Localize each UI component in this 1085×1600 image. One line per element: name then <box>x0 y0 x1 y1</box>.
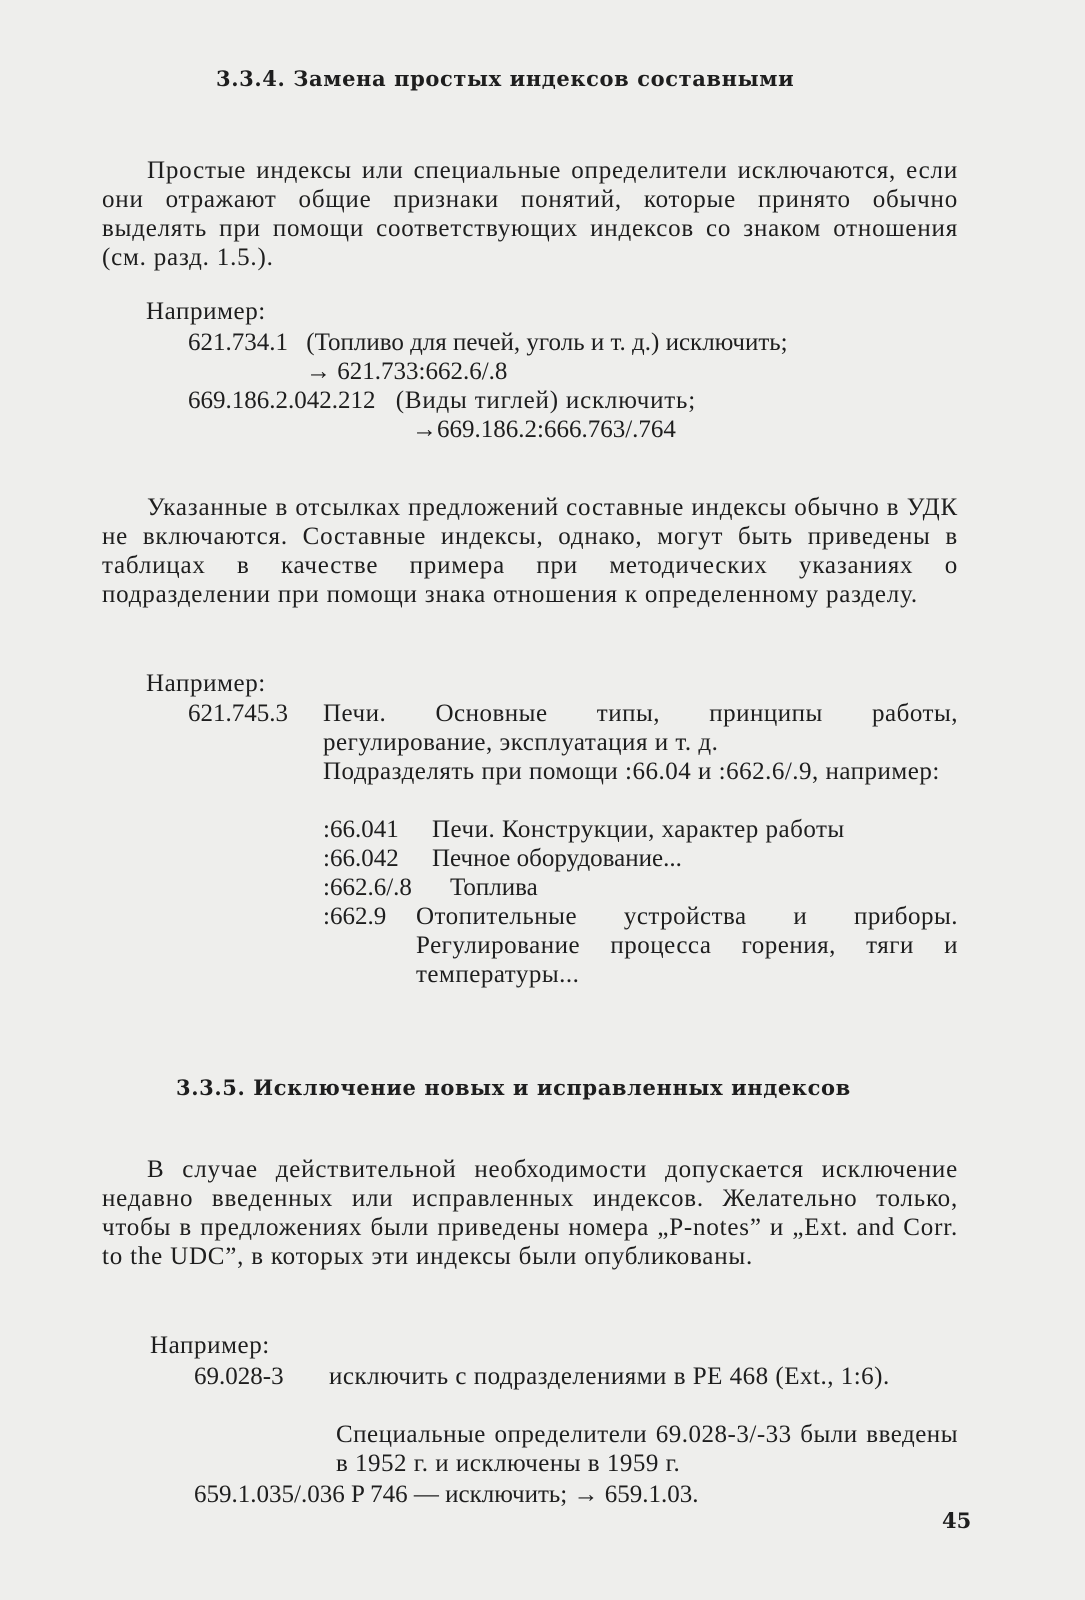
sub-text: Печное оборудование... <box>432 845 682 872</box>
example-text: Печи. Основные типы, принципы работы, регулирование, эксплуатация и т. д. <box>323 700 958 756</box>
page-number: 45 <box>942 1508 972 1533</box>
sub-text: Печи. Конструкции, характер работы <box>432 816 845 843</box>
example-row <box>188 328 788 357</box>
example-label: Например: <box>146 670 266 697</box>
sub-code: :662.9 <box>323 903 387 930</box>
example-instruction: Подразделять при помощи :66.04 и :662.6/.9, например: <box>323 758 940 785</box>
paragraph-new-indexes: В случае действительной необходимости допускается исключение недавно введенных или исправленных индексов. Желательно только, чтобы в предложениях были приведены номера „P-notes” и „Ext. and Corr. to the UDC”, в которых эти индексы были опубликованы. <box>102 1156 958 1270</box>
section-heading-334: 3.3.4. Замена простых индексов составными <box>216 66 795 91</box>
example-text: (Виды тиглей) исключить; <box>395 387 696 414</box>
reference-arrow-line: →669.186.2:666.763/.764 <box>412 416 676 443</box>
example-row: 659.1.035/.036 P 746 — исключить; → 659.1.03. <box>194 1481 699 1508</box>
udc-code: 621.745.3 <box>188 700 288 727</box>
example-note: Специальные определители 69.028-3/-33 были введены в 1952 г. и исключены в 1959 г. <box>336 1421 958 1477</box>
udc-code: 621.734.1 <box>188 329 288 356</box>
paragraph-simple-indexes: Простые индексы или специальные определители исключаются, если они отражают общие признаки понятий, которые принято обычно выделять при помощи соответствующих индексов со знаком отношения (см. разд. 1.5.). <box>102 157 958 271</box>
reference-arrow-line: → 621.733:662.6/.8 <box>306 358 508 385</box>
section-heading-335: 3.3.5. Исключение новых и исправленных индексов <box>176 1075 851 1100</box>
sub-code: :66.042 <box>323 845 399 872</box>
sub-text: Топлива <box>450 874 538 901</box>
sub-code: :662.6/.8 <box>323 874 412 901</box>
example-text: исключить с подразделениями в PE 468 (Ext., 1:6). <box>329 1363 890 1390</box>
sub-text: Отопительные устройства и приборы. Регулирование процесса горения, тяги и температуры... <box>416 903 958 988</box>
sub-code: :66.041 <box>323 816 399 843</box>
example-label: Например: <box>150 1332 270 1359</box>
udc-code: 669.186.2.042.212 <box>188 387 376 414</box>
udc-code: 69.028-3 <box>194 1363 284 1390</box>
example-text: (Топливо для печей, уголь и т. д.) исключить; <box>306 329 788 356</box>
example-label: Например: <box>146 298 266 325</box>
paragraph-compound-indexes: Указанные в отсылках предложений составные индексы обычно в УДК не включаются. Составные индексы, однако, могут быть приведены в таблицах в качестве примера при методических указаниях о подразделении при помощи знака отношения к определенному разделу. <box>102 494 958 608</box>
example-row <box>188 386 696 415</box>
